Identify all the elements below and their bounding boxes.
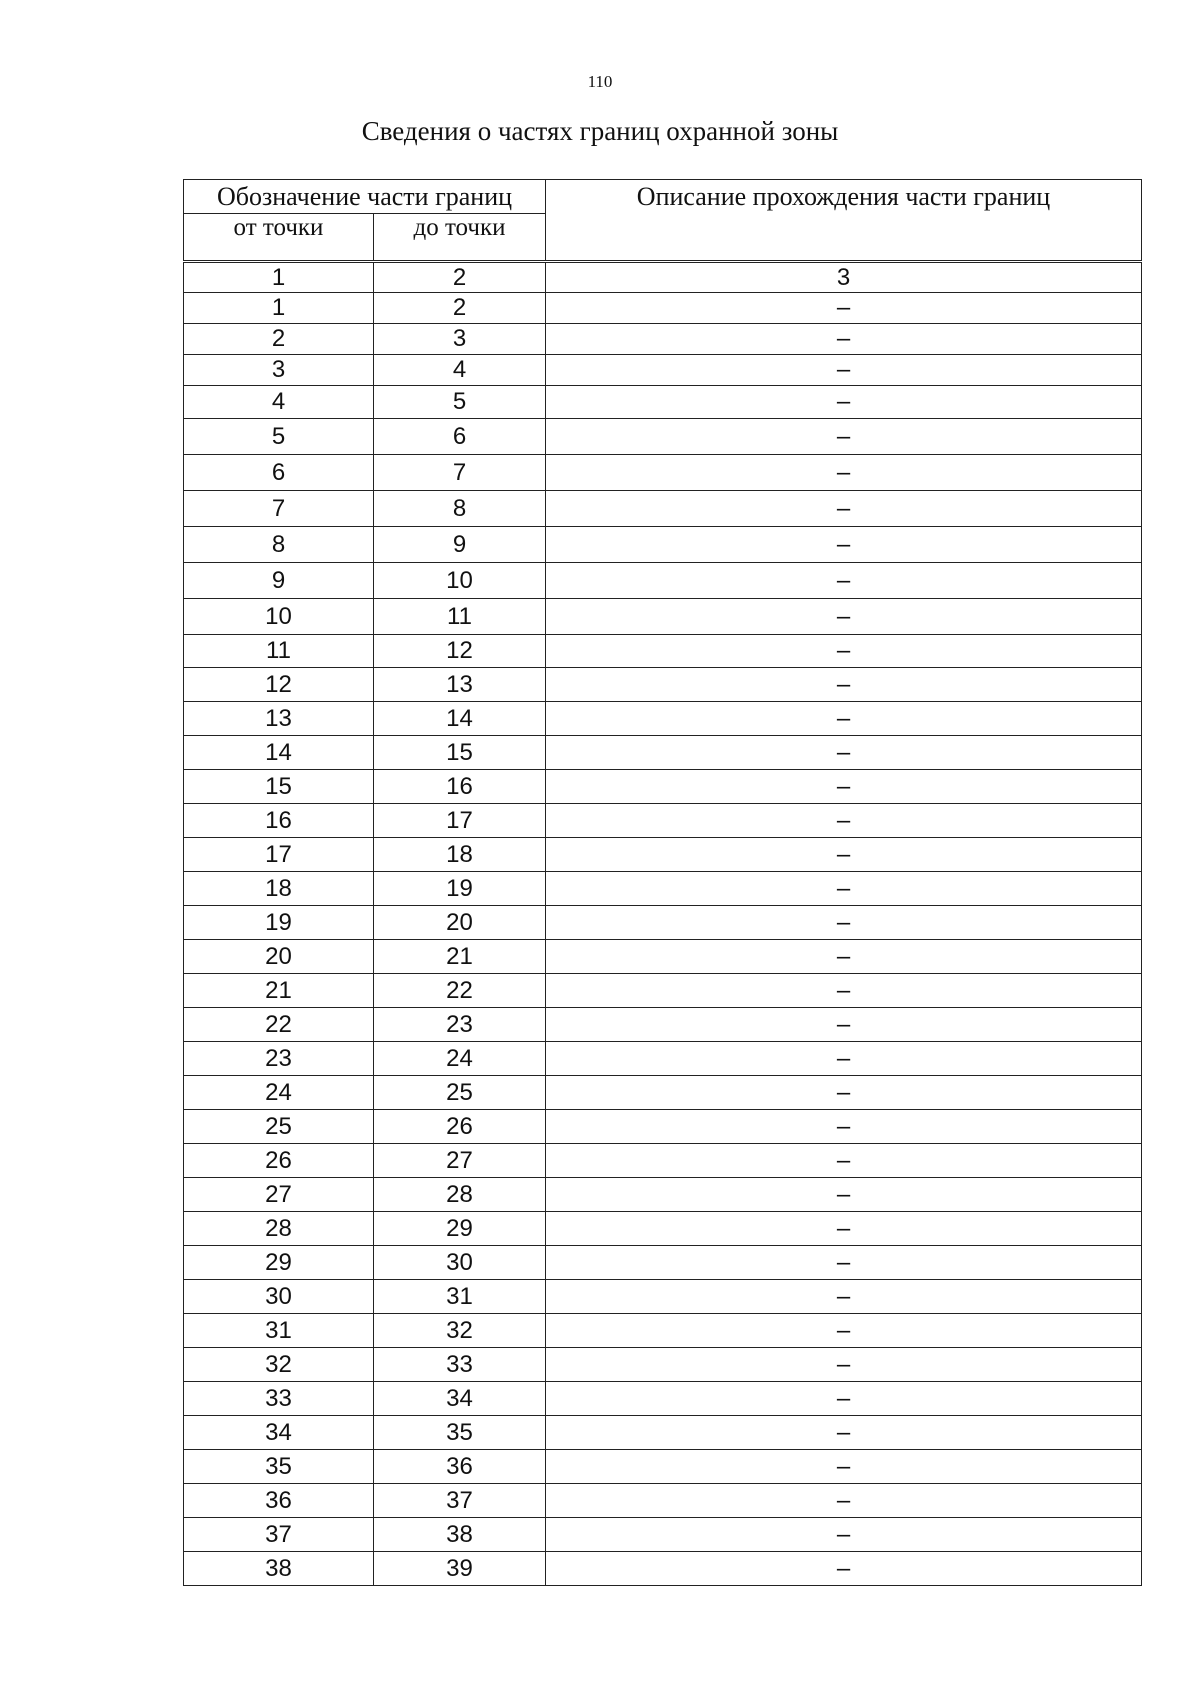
description-cell: –	[546, 324, 1142, 355]
from-point-cell: 15	[184, 770, 374, 804]
to-point-cell: 19	[374, 872, 546, 906]
description-cell: –	[546, 419, 1142, 455]
from-point-cell: 38	[184, 1552, 374, 1586]
page-number: 110	[587, 72, 613, 91]
description-cell: –	[546, 527, 1142, 563]
description-cell: –	[546, 355, 1142, 386]
to-point-cell: 13	[374, 668, 546, 702]
description-cell: –	[546, 1144, 1142, 1178]
table-row	[184, 736, 1142, 770]
to-point-cell: 11	[374, 599, 546, 635]
table-row	[184, 872, 1142, 906]
description-cell: –	[546, 1416, 1142, 1450]
table-row	[184, 1110, 1142, 1144]
table-row	[184, 599, 1142, 635]
table-row	[184, 940, 1142, 974]
table-row	[184, 386, 1142, 419]
table-body	[184, 262, 1142, 1586]
table-row	[184, 1484, 1142, 1518]
table-row	[184, 668, 1142, 702]
from-point-cell: 9	[184, 563, 374, 599]
from-point-cell: 12	[184, 668, 374, 702]
to-point-cell: 18	[374, 838, 546, 872]
to-point-cell: 36	[374, 1450, 546, 1484]
from-point-cell: 1	[184, 293, 374, 324]
from-point-cell: 31	[184, 1314, 374, 1348]
header-from-point: от точки	[184, 214, 374, 262]
to-point-cell: 16	[374, 770, 546, 804]
from-point-cell: 19	[184, 906, 374, 940]
description-cell: –	[546, 1348, 1142, 1382]
header-boundary-part-designation: Обозначение части границ	[184, 180, 546, 214]
description-cell: –	[546, 1314, 1142, 1348]
table-row	[184, 355, 1142, 386]
from-point-cell: 35	[184, 1450, 374, 1484]
from-point-cell: 26	[184, 1144, 374, 1178]
from-point-cell: 7	[184, 491, 374, 527]
column-number-row	[184, 262, 1142, 293]
table-row	[184, 419, 1142, 455]
table-row	[184, 491, 1142, 527]
description-cell: –	[546, 563, 1142, 599]
to-point-cell: 23	[374, 1008, 546, 1042]
from-point-cell: 13	[184, 702, 374, 736]
from-point-cell: 18	[184, 872, 374, 906]
to-point-cell: 30	[374, 1246, 546, 1280]
to-point-cell: 8	[374, 491, 546, 527]
table-row	[184, 1042, 1142, 1076]
from-point-cell: 30	[184, 1280, 374, 1314]
description-cell: –	[546, 599, 1142, 635]
to-point-cell: 4	[374, 355, 546, 386]
description-cell: –	[546, 702, 1142, 736]
table-row	[184, 1314, 1142, 1348]
to-point-cell: 10	[374, 563, 546, 599]
table-row	[184, 906, 1142, 940]
table-row	[184, 324, 1142, 355]
header-boundary-description: Описание прохождения части границ	[546, 180, 1142, 262]
table-row	[184, 1382, 1142, 1416]
table-row	[184, 838, 1142, 872]
table-row	[184, 1552, 1142, 1586]
to-point-cell: 5	[374, 386, 546, 419]
table-row	[184, 1144, 1142, 1178]
to-point-cell: 39	[374, 1552, 546, 1586]
to-point-cell: 27	[374, 1144, 546, 1178]
description-cell: –	[546, 770, 1142, 804]
from-point-cell: 14	[184, 736, 374, 770]
description-cell: –	[546, 1382, 1142, 1416]
description-cell: –	[546, 940, 1142, 974]
description-cell: –	[546, 906, 1142, 940]
to-point-cell: 35	[374, 1416, 546, 1450]
table-row	[184, 527, 1142, 563]
description-cell: –	[546, 635, 1142, 668]
table-row	[184, 1348, 1142, 1382]
description-cell: –	[546, 1450, 1142, 1484]
from-point-cell: 36	[184, 1484, 374, 1518]
from-point-cell: 16	[184, 804, 374, 838]
from-point-cell: 28	[184, 1212, 374, 1246]
from-point-cell: 2	[184, 324, 374, 355]
from-point-cell: 27	[184, 1178, 374, 1212]
from-point-cell: 20	[184, 940, 374, 974]
table-row	[184, 563, 1142, 599]
from-point-cell: 8	[184, 527, 374, 563]
description-cell: –	[546, 838, 1142, 872]
column-number-cell: 3	[546, 262, 1142, 293]
description-cell: –	[546, 455, 1142, 491]
description-cell: –	[546, 386, 1142, 419]
from-point-cell: 3	[184, 355, 374, 386]
from-point-cell: 37	[184, 1518, 374, 1552]
table-row	[184, 293, 1142, 324]
table-row	[184, 1076, 1142, 1110]
description-cell: –	[546, 1212, 1142, 1246]
to-point-cell: 29	[374, 1212, 546, 1246]
description-cell: –	[546, 1518, 1142, 1552]
description-cell: –	[546, 668, 1142, 702]
to-point-cell: 14	[374, 702, 546, 736]
description-cell: –	[546, 1246, 1142, 1280]
table-row	[184, 1178, 1142, 1212]
description-cell: –	[546, 736, 1142, 770]
from-point-cell: 5	[184, 419, 374, 455]
description-cell: –	[546, 804, 1142, 838]
to-point-cell: 3	[374, 324, 546, 355]
description-cell: –	[546, 1042, 1142, 1076]
description-cell: –	[546, 1552, 1142, 1586]
to-point-cell: 22	[374, 974, 546, 1008]
description-cell: –	[546, 293, 1142, 324]
from-point-cell: 33	[184, 1382, 374, 1416]
from-point-cell: 23	[184, 1042, 374, 1076]
table-row	[184, 1450, 1142, 1484]
table-row	[184, 1518, 1142, 1552]
to-point-cell: 7	[374, 455, 546, 491]
table-row	[184, 1212, 1142, 1246]
to-point-cell: 25	[374, 1076, 546, 1110]
table-row	[184, 974, 1142, 1008]
to-point-cell: 21	[374, 940, 546, 974]
from-point-cell: 34	[184, 1416, 374, 1450]
to-point-cell: 24	[374, 1042, 546, 1076]
table-row	[184, 770, 1142, 804]
table-row	[184, 1246, 1142, 1280]
to-point-cell: 33	[374, 1348, 546, 1382]
description-cell: –	[546, 1484, 1142, 1518]
from-point-cell: 10	[184, 599, 374, 635]
header-to-point: до точки	[374, 214, 546, 262]
to-point-cell: 38	[374, 1518, 546, 1552]
column-number-cell: 1	[184, 262, 374, 293]
to-point-cell: 26	[374, 1110, 546, 1144]
to-point-cell: 9	[374, 527, 546, 563]
table-row	[184, 1008, 1142, 1042]
table-row	[184, 455, 1142, 491]
table-row	[184, 804, 1142, 838]
to-point-cell: 32	[374, 1314, 546, 1348]
to-point-cell: 15	[374, 736, 546, 770]
from-point-cell: 17	[184, 838, 374, 872]
column-number-cell: 2	[374, 262, 546, 293]
from-point-cell: 21	[184, 974, 374, 1008]
table-row	[184, 702, 1142, 736]
table-row	[184, 635, 1142, 668]
description-cell: –	[546, 1008, 1142, 1042]
to-point-cell: 37	[374, 1484, 546, 1518]
from-point-cell: 6	[184, 455, 374, 491]
to-point-cell: 17	[374, 804, 546, 838]
from-point-cell: 11	[184, 635, 374, 668]
to-point-cell: 31	[374, 1280, 546, 1314]
from-point-cell: 4	[184, 386, 374, 419]
to-point-cell: 34	[374, 1382, 546, 1416]
from-point-cell: 25	[184, 1110, 374, 1144]
description-cell: –	[546, 872, 1142, 906]
document-title: Сведения о частях границ охранной зоны	[361, 116, 839, 146]
table-row	[184, 1280, 1142, 1314]
from-point-cell: 22	[184, 1008, 374, 1042]
description-cell: –	[546, 491, 1142, 527]
description-cell: –	[546, 1178, 1142, 1212]
from-point-cell: 32	[184, 1348, 374, 1382]
description-cell: –	[546, 1076, 1142, 1110]
description-cell: –	[546, 974, 1142, 1008]
to-point-cell: 12	[374, 635, 546, 668]
from-point-cell: 24	[184, 1076, 374, 1110]
description-cell: –	[546, 1280, 1142, 1314]
to-point-cell: 2	[374, 293, 546, 324]
from-point-cell: 29	[184, 1246, 374, 1280]
table-row	[184, 1416, 1142, 1450]
to-point-cell: 6	[374, 419, 546, 455]
description-cell: –	[546, 1110, 1142, 1144]
boundary-parts-table	[183, 179, 1142, 1586]
to-point-cell: 28	[374, 1178, 546, 1212]
to-point-cell: 20	[374, 906, 546, 940]
